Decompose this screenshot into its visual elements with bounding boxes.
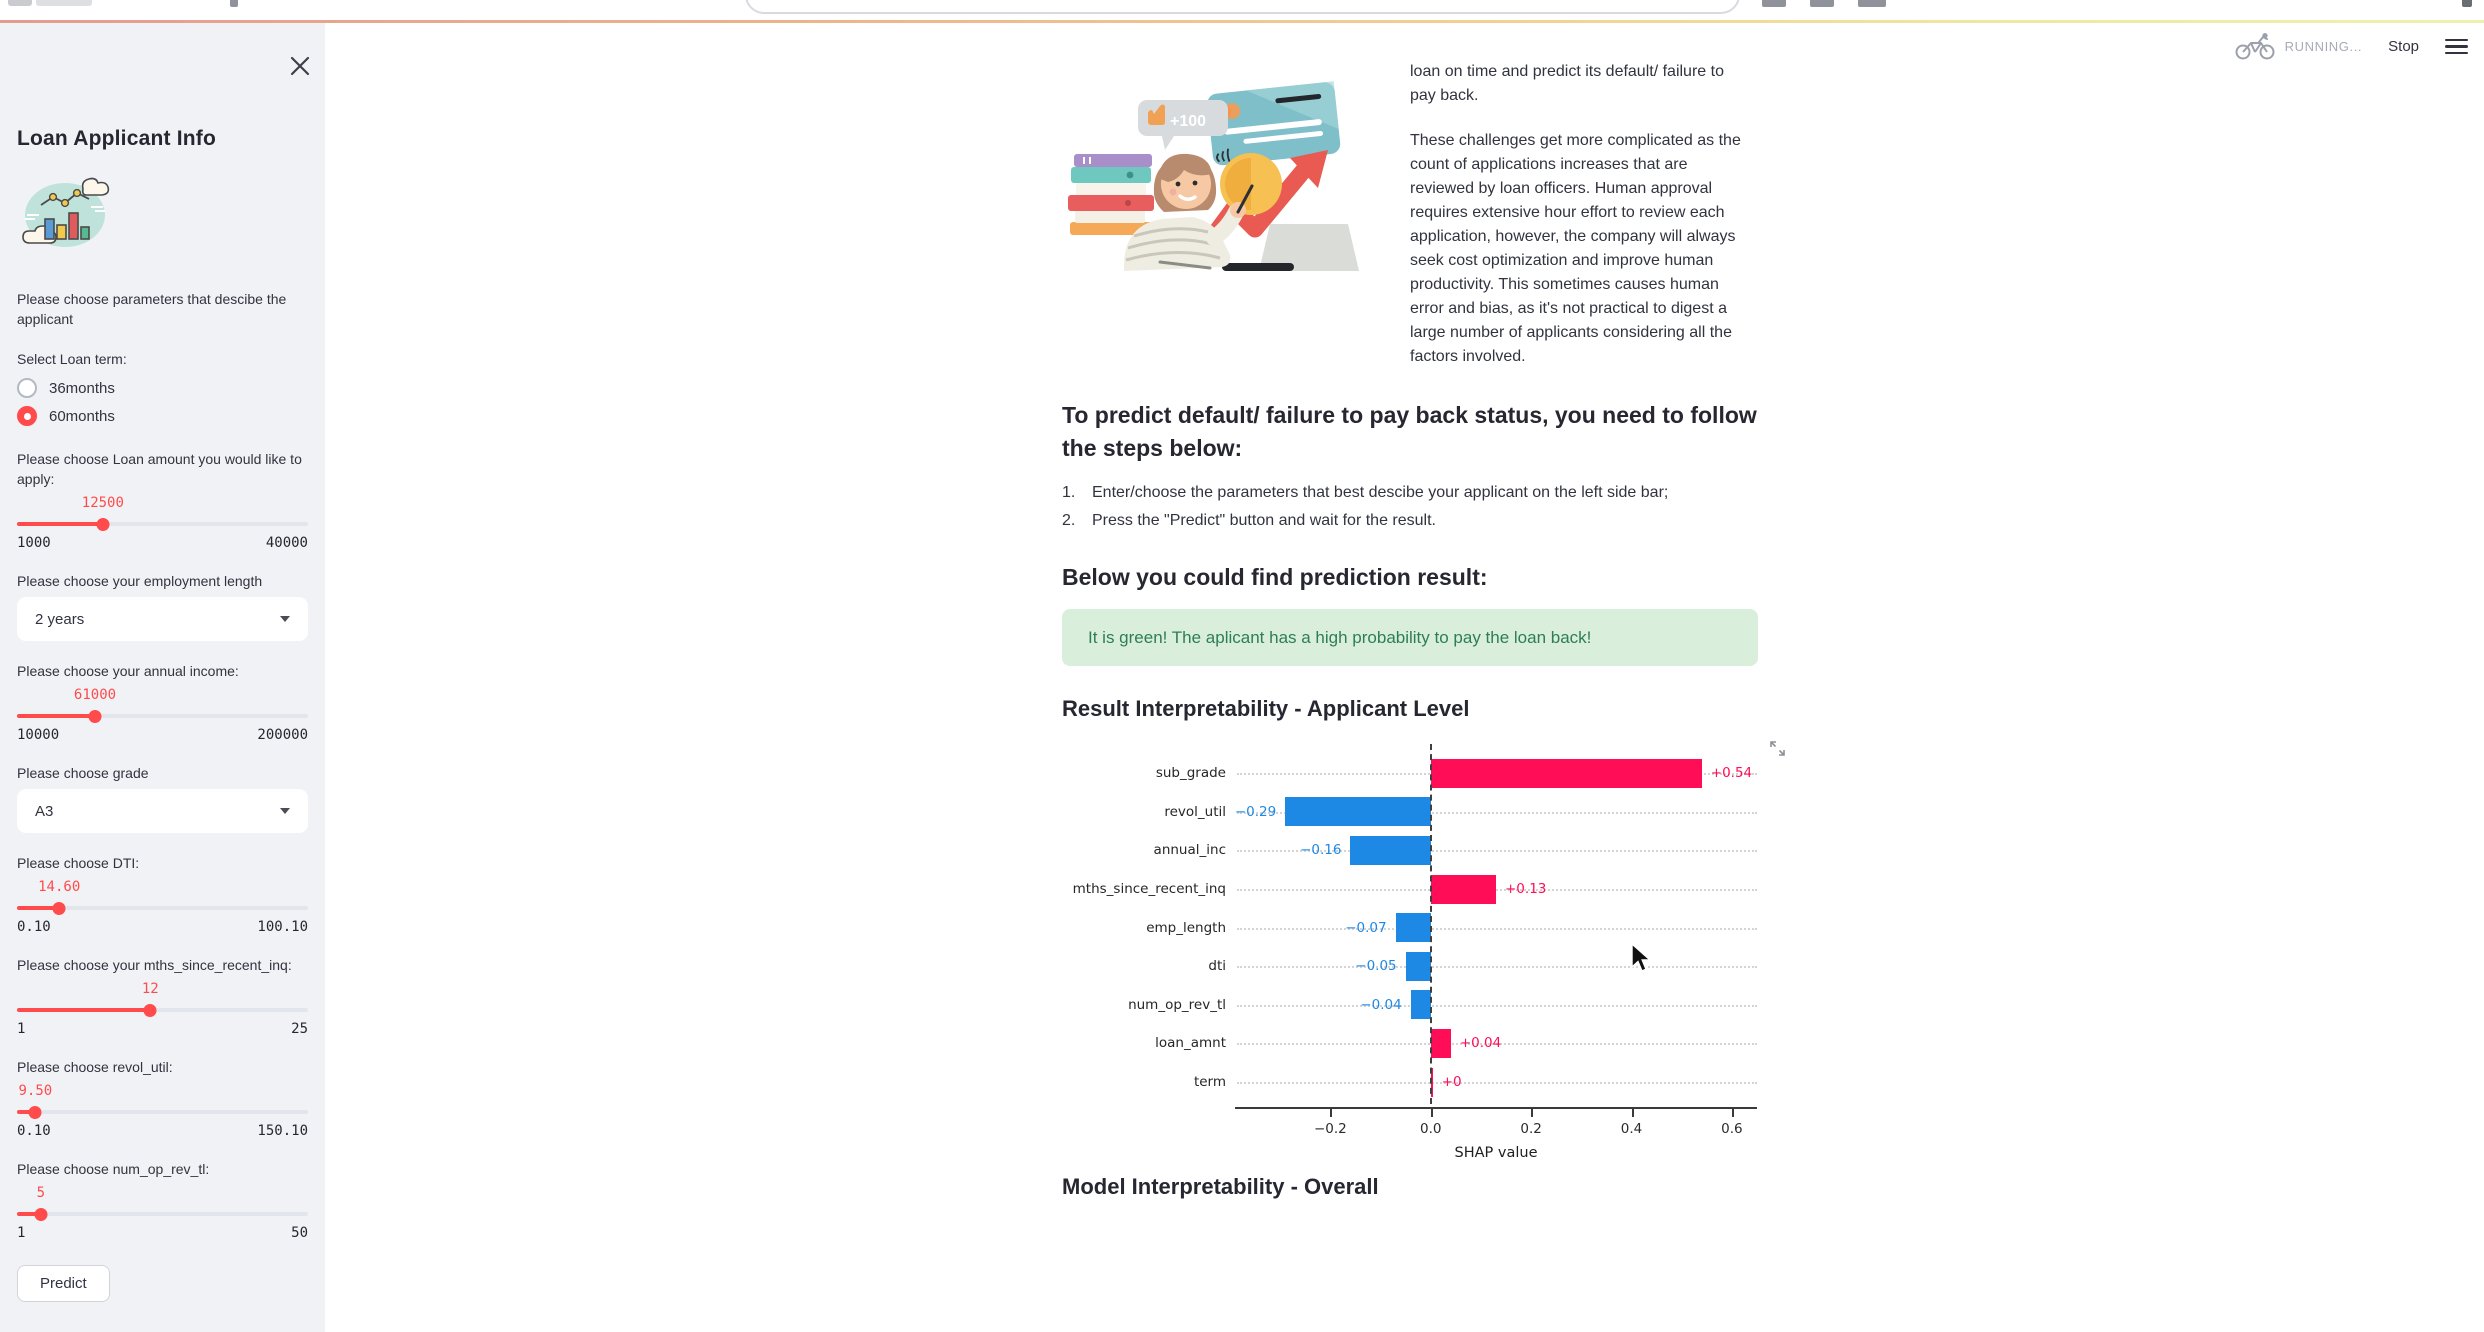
sidebar-title: Loan Applicant Info — [17, 127, 217, 150]
browser-url-bar[interactable] — [745, 0, 1740, 14]
model-interpretability-heading: Model Interpretability - Overall — [1062, 1174, 1379, 1199]
chart-row — [1062, 947, 1757, 986]
radio-36months[interactable] — [17, 375, 308, 401]
radio-icon[interactable] — [17, 378, 37, 398]
browser-tab-remnant — [8, 0, 32, 6]
select-label: Please choose your employment length — [17, 573, 263, 589]
slider-thumb[interactable] — [96, 518, 109, 531]
paragraph: These challenges get more complicated as the count of applications increases that are reviewed by loan officers. Human approval requires extensive hour effort to review each application, however, the company will always seek cost optimization and improve human productivity. This sometimes causes human error and bias, as it's not practical to digest a large number of applicants considering all the factors involved. — [1410, 132, 1741, 365]
slider-track[interactable] — [17, 1104, 308, 1119]
shap-x-axis — [1235, 1107, 1757, 1161]
slider-max: 100.10 — [257, 919, 308, 935]
axis-tick — [1431, 1109, 1433, 1117]
axis-tick — [1531, 1109, 1533, 1117]
loan-term-radio-group — [17, 349, 308, 429]
shap-value-label: −0.04 — [1360, 996, 1402, 1013]
axis-tick — [1632, 1109, 1634, 1117]
chevron-down-icon — [280, 808, 290, 814]
slider-min: 1 — [17, 1225, 26, 1241]
slider-thumb[interactable] — [34, 1208, 47, 1221]
grade-select[interactable] — [17, 789, 308, 833]
loan-analysis-illustration — [1062, 66, 1362, 271]
app-statusbar — [2234, 33, 2468, 60]
browser-icon-remnant — [230, 0, 238, 7]
hero-row — [1062, 60, 1758, 369]
mths-since-recent-inq-slider — [17, 955, 308, 1037]
slider-thumb[interactable] — [53, 902, 66, 915]
hamburger-menu-icon[interactable] — [2445, 36, 2468, 58]
annual-income-slider — [17, 661, 308, 743]
step-text: Press the "Predict" button and wait for the result. — [1092, 512, 1436, 529]
slider-track[interactable] — [17, 1002, 308, 1017]
shap-value-label: −0.29 — [1234, 803, 1277, 820]
step-number: 1. — [1062, 484, 1076, 501]
shap-bar — [1431, 1029, 1451, 1058]
steps-heading: To predict default/ failure to pay back status, you need to follow the steps below: — [1062, 402, 1757, 461]
running-label: RUNNING... — [2284, 39, 2363, 54]
chart-row — [1062, 986, 1757, 1025]
slider-track[interactable] — [17, 1206, 308, 1221]
shap-bar — [1350, 836, 1430, 865]
radio-label: 36months — [49, 379, 115, 397]
shap-value-label: −0.05 — [1355, 958, 1397, 975]
chart-row — [1062, 793, 1757, 832]
chart-row — [1062, 1063, 1757, 1102]
content-column — [1062, 60, 1758, 1200]
slider-value: 9.50 — [18, 1083, 53, 1099]
select-label: Please choose grade — [17, 765, 149, 781]
browser-icon-remnant — [1858, 0, 1886, 7]
steps-list — [1062, 483, 1758, 531]
slider-min: 1000 — [17, 535, 51, 551]
axis-tick — [1330, 1109, 1332, 1117]
step-number: 2. — [1062, 512, 1076, 529]
axis-tick-label: 0.6 — [1721, 1121, 1743, 1137]
feature-label: mths_since_recent_inq — [1072, 881, 1226, 898]
feature-label: revol_util — [1164, 803, 1226, 820]
paragraph: loan on time and predict its default/ failure to pay back. — [1410, 63, 1724, 104]
result-heading: Below you could find prediction result: — [1062, 564, 1488, 590]
slider-value: 5 — [36, 1185, 46, 1201]
shap-bar — [1411, 990, 1431, 1019]
slider-value: 14.60 — [38, 879, 81, 895]
axis-tick — [1732, 1109, 1734, 1117]
shap-value-label: +0 — [1441, 1074, 1462, 1091]
slider-min: 1 — [17, 1021, 26, 1037]
feature-label: term — [1193, 1074, 1226, 1091]
shap-value-label: −0.16 — [1300, 842, 1342, 859]
slider-label: Please choose num_op_rev_tl: — [17, 1161, 210, 1177]
chart-row — [1062, 831, 1757, 870]
grade-select-group — [17, 763, 308, 833]
success-alert — [1062, 609, 1758, 666]
shap-value-label: +0.04 — [1459, 1035, 1502, 1052]
employment-length-select[interactable] — [17, 597, 308, 641]
intro-paragraphs — [1410, 60, 1750, 369]
chevron-down-icon — [280, 616, 290, 622]
slider-value: 12500 — [81, 495, 124, 511]
shap-bar — [1396, 913, 1431, 942]
axis-tick-label: 0.0 — [1420, 1121, 1442, 1137]
select-value: A3 — [35, 802, 54, 820]
success-message: It is green! The aplicant has a high probability to pay the loan back! — [1088, 627, 1592, 647]
dti-slider — [17, 853, 308, 935]
interpretability-heading: Result Interpretability - Applicant Level — [1062, 696, 1470, 721]
browser-icon-remnant — [1762, 0, 1786, 7]
slider-label: Please choose revol_util: — [17, 1059, 173, 1075]
slider-label: Please choose Loan amount you would like to apply: — [17, 451, 302, 487]
slider-thumb[interactable] — [88, 710, 101, 723]
analytics-logo — [17, 171, 117, 253]
slider-min: 0.10 — [17, 1123, 51, 1139]
step-item — [1062, 511, 1758, 531]
axis-tick-label: 0.2 — [1520, 1121, 1542, 1137]
slider-max: 40000 — [265, 535, 308, 551]
chart-row — [1062, 1024, 1757, 1063]
running-cyclist-icon — [2234, 33, 2276, 60]
shap-bar — [1285, 797, 1431, 826]
shap-bar — [1431, 875, 1496, 904]
feature-label: loan_amnt — [1155, 1035, 1226, 1052]
chart-row — [1062, 754, 1757, 793]
slider-max: 200000 — [257, 727, 308, 743]
stop-button[interactable]: Stop — [2388, 38, 2419, 55]
employment-length-select-group — [17, 571, 308, 641]
slider-min: 0.10 — [17, 919, 51, 935]
shap-bar — [1431, 759, 1702, 788]
radio-icon[interactable] — [17, 406, 37, 426]
browser-chrome-remnant — [0, 0, 2484, 20]
shap-bar — [1431, 1068, 1433, 1097]
radio-60months[interactable] — [17, 403, 308, 429]
slider-max: 50 — [291, 1225, 308, 1241]
fullscreen-expand-icon[interactable] — [1769, 740, 1786, 757]
feature-label: sub_grade — [1155, 765, 1226, 782]
axis-tick-label: −0.2 — [1313, 1121, 1347, 1137]
feature-label: dti — [1208, 958, 1226, 975]
slider-value: 12 — [141, 981, 159, 997]
loan-term-label: Select Loan term: — [17, 351, 127, 367]
slider-track[interactable] — [17, 708, 308, 723]
slider-thumb[interactable] — [144, 1004, 157, 1017]
browser-tab-remnant — [36, 0, 92, 6]
shap-value-label: +0.13 — [1505, 881, 1547, 898]
browser-icon-remnant — [2462, 0, 2472, 7]
slider-max: 150.10 — [257, 1123, 308, 1139]
feature-label: emp_length — [1146, 919, 1226, 936]
streamlit-decoration-bar — [0, 20, 2484, 23]
slider-track[interactable] — [17, 900, 308, 915]
slider-min: 10000 — [17, 727, 60, 743]
shap-chart — [1062, 736, 1802, 1161]
slider-value: 61000 — [73, 687, 117, 703]
slider-max: 25 — [291, 1021, 308, 1037]
sidebar-intro-text: Please choose parameters that descibe the applicant — [17, 291, 287, 327]
num-op-rev-tl-slider — [17, 1159, 308, 1241]
revol-util-slider — [17, 1057, 308, 1139]
close-icon[interactable] — [289, 55, 311, 77]
shap-value-label: −0.07 — [1345, 919, 1387, 936]
running-status — [2234, 33, 2363, 60]
chart-row — [1062, 870, 1757, 909]
predict-button[interactable]: Predict — [17, 1265, 110, 1302]
browser-icon-remnant — [1810, 0, 1834, 7]
step-text: Enter/choose the parameters that best descibe your applicant on the left side bar; — [1092, 484, 1669, 501]
shap-chart-rows — [1062, 754, 1757, 1101]
radio-label: 60months — [49, 407, 115, 425]
slider-track[interactable] — [17, 516, 308, 531]
shap-bar — [1406, 952, 1431, 981]
x-axis-label: SHAP value — [1454, 1145, 1538, 1161]
slider-label: Please choose your annual income: — [17, 663, 239, 679]
slider-label: Please choose DTI: — [17, 855, 140, 871]
slider-thumb[interactable] — [29, 1106, 42, 1119]
slider-label: Please choose your mths_since_recent_inq: — [17, 957, 292, 973]
main-area — [325, 23, 2484, 1332]
axis-tick-label: 0.4 — [1620, 1121, 1643, 1137]
feature-label: num_op_rev_tl — [1128, 996, 1226, 1013]
select-value: 2 years — [35, 610, 85, 628]
loan-amount-slider — [17, 449, 308, 551]
illustration-badge: +100 — [1170, 113, 1207, 130]
sidebar — [0, 23, 325, 1332]
step-item — [1062, 483, 1758, 503]
chart-row — [1062, 908, 1757, 947]
feature-label: annual_inc — [1153, 842, 1226, 859]
shap-value-label: +0.54 — [1710, 765, 1753, 782]
